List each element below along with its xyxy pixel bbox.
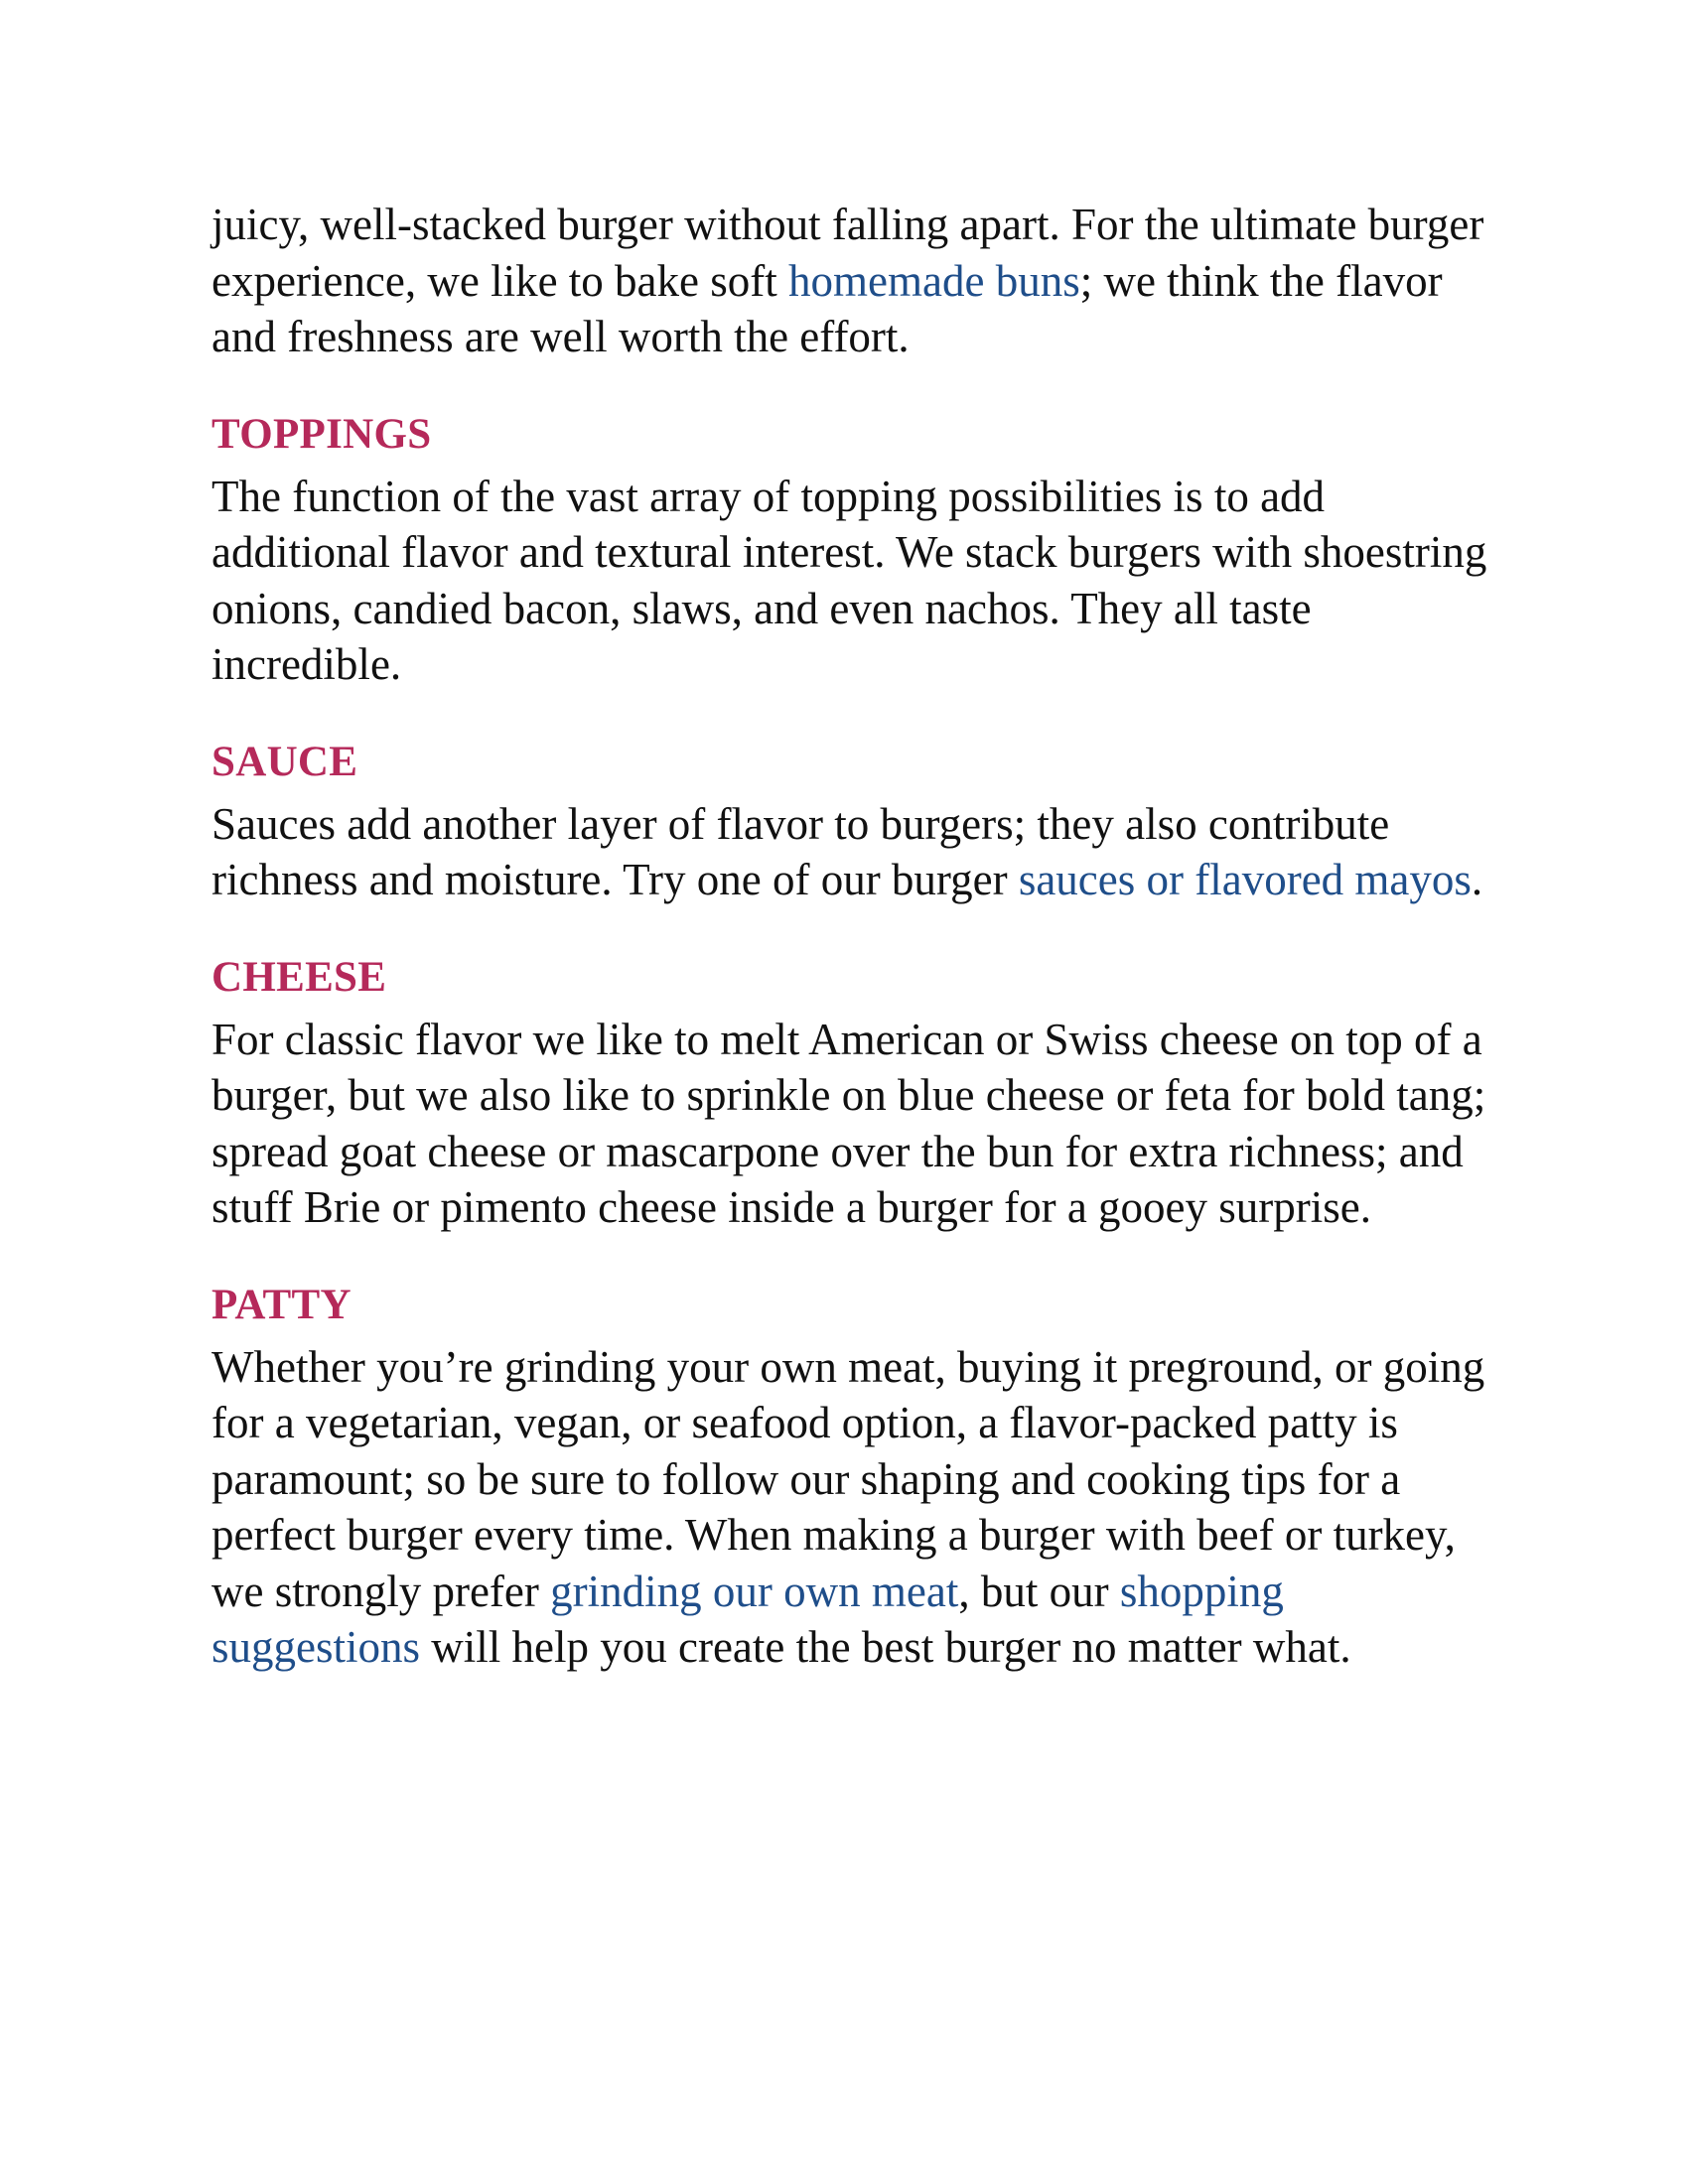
sauce-text-before: Sauces add another layer of flavor to burgers; they also contribute richness and moisture. Try one of our burger — [211, 798, 1390, 904]
patty-paragraph — [211, 1339, 1502, 1676]
toppings-heading: TOPPINGS — [211, 410, 432, 458]
intro-paragraph — [211, 197, 1502, 365]
patty-text-after: will help you create the best burger no matter what. — [420, 1622, 1351, 1672]
patty-heading: PATTY — [211, 1281, 352, 1328]
sauce-paragraph — [211, 796, 1502, 908]
patty-text-middle: , but our — [958, 1566, 1120, 1616]
shopping-suggestions-link[interactable]: shopping suggestions — [211, 1566, 1284, 1672]
document-page — [211, 197, 1502, 1717]
patty-text-before: Whether you’re grinding your own meat, buying it preground, or going for a vegetarian, vegan, or seafood option, a flavor-packed patty is paramount; so be sure to follow our shaping and cooking tips for a perfect burger every time. When making a burger with beef or turkey, we strongly prefer — [211, 1341, 1485, 1616]
sauce-text-after: . — [1471, 855, 1483, 904]
sauces-mayos-link[interactable]: sauces or flavored mayos — [1018, 855, 1472, 904]
cheese-heading: CHEESE — [211, 953, 387, 1001]
toppings-paragraph: The function of the vast array of topping possibilities is to add additional flavor and textural interest. We stack burgers with shoestring onions, candied bacon, slaws, and even nachos. They all taste incredible. — [211, 471, 1487, 689]
cheese-section — [211, 950, 1502, 1236]
patty-section — [211, 1278, 1502, 1676]
homemade-buns-link[interactable]: homemade buns — [788, 255, 1080, 306]
sauce-section — [211, 735, 1502, 908]
grinding-meat-link[interactable]: grinding our own meat — [550, 1566, 959, 1616]
intro-text-before: juicy, well-stacked burger without falling apart. For the ultimate burger experience, we like to bake soft — [211, 200, 1484, 306]
cheese-paragraph: For classic flavor we like to melt American or Swiss cheese on top of a burger, but we also like to sprinkle on blue cheese or feta for bold tang; spread goat cheese or mascarpone over the bun for extra richness; and stuff Brie or pimento cheese inside a burger for a gooey surprise. — [211, 1014, 1486, 1232]
toppings-section — [211, 407, 1502, 693]
intro-text-after: ; we think the flavor and freshness are well worth the effort. — [211, 255, 1443, 361]
sauce-heading: SAUCE — [211, 738, 358, 785]
